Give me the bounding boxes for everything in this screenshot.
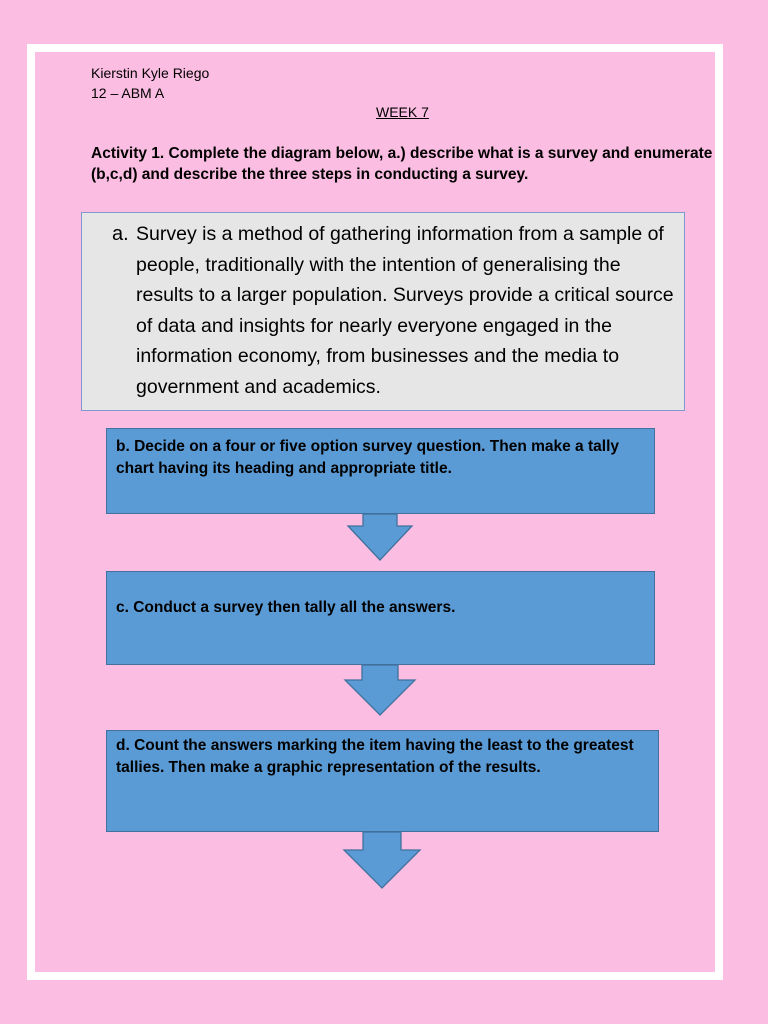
down-arrow-icon — [343, 664, 417, 716]
survey-definition-text: Survey is a method of gathering information from a sample of people, traditionally with the intention of generalising the results to a larger population. Surveys provide a critical source of data and insights for nearly everyone engaged in the information economy, from businesses and the media to government and academics. — [136, 223, 674, 398]
step-b-text: b. Decide on a four or five option survey question. Then make a tally chart having its heading and appropriate title. — [116, 438, 619, 477]
down-arrow-icon — [342, 831, 422, 889]
down-arrow-icon — [346, 513, 414, 561]
survey-definition-box — [81, 212, 685, 411]
activity-instructions: Activity 1. Complete the diagram below, a.) describe what is a survey and enumerate (b,c,d) and describe the three steps in conducting a survey. — [91, 145, 713, 183]
student-name: Kierstin Kyle Riego — [91, 65, 210, 81]
step-b-box — [106, 428, 655, 514]
student-section: 12 – ABM A — [91, 85, 165, 101]
step-d-box — [106, 730, 659, 832]
step-c-text: c. Conduct a survey then tally all the answers. — [116, 599, 456, 616]
week-heading: WEEK 7 — [376, 104, 429, 120]
survey-definition-marker: a. — [112, 223, 129, 245]
step-c-box — [106, 571, 655, 665]
step-d-text: d. Count the answers marking the item having the least to the greatest tallies. Then make a graphic representation of the results. — [116, 737, 634, 776]
